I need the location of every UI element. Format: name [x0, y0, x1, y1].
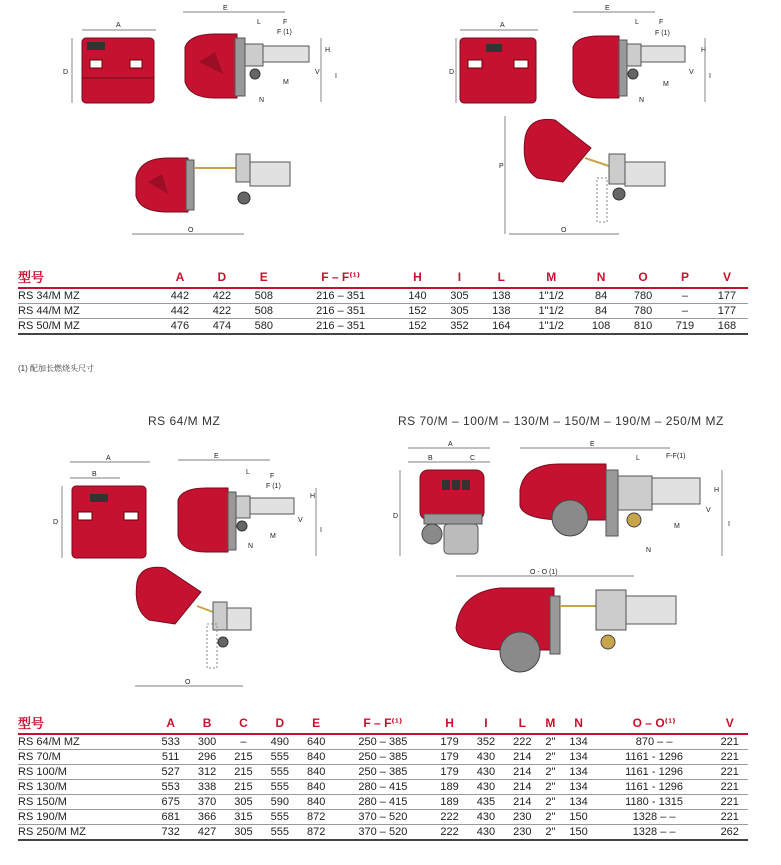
dim-label-m: M [283, 79, 289, 86]
table-row [18, 765, 748, 780]
spec-table-rs64-250 [18, 712, 748, 841]
value-cell: 840 [298, 795, 334, 810]
column-header: A [159, 266, 201, 288]
value-cell: 872 [298, 825, 334, 841]
column-header: L [504, 712, 540, 734]
dim-label-h: H [325, 47, 331, 54]
column-header: O – O⁽¹⁾ [597, 712, 712, 734]
value-cell: 2" [540, 825, 560, 841]
value-cell: 2" [540, 750, 560, 765]
dim-label-h: H [701, 47, 707, 54]
top-left-front-view-drawing [60, 8, 165, 108]
table-row [18, 780, 748, 795]
value-cell: 134 [560, 780, 596, 795]
bottom-right-front-view-drawing [390, 440, 500, 560]
value-cell: 179 [431, 765, 467, 780]
value-cell: 732 [152, 825, 188, 841]
value-cell: 262 [711, 825, 748, 841]
value-cell: 476 [159, 319, 201, 335]
column-header: 型号 [18, 266, 159, 288]
value-cell: 250 – 385 [334, 734, 431, 750]
value-cell: 422 [201, 304, 243, 319]
value-cell: 1180 - 1315 [597, 795, 712, 810]
value-cell: 430 [468, 765, 504, 780]
value-cell: 296 [189, 750, 225, 765]
column-header: H [431, 712, 467, 734]
column-header: E [243, 266, 285, 288]
value-cell: 780 [622, 304, 664, 319]
value-cell: 152 [397, 304, 439, 319]
value-cell: – [664, 288, 706, 304]
value-cell: 442 [159, 304, 201, 319]
value-cell: 280 – 415 [334, 780, 431, 795]
value-cell: 150 [560, 825, 596, 841]
dim-label-d: D [53, 519, 59, 526]
value-cell: 430 [468, 750, 504, 765]
dim-label-o: O [185, 679, 191, 686]
value-cell: 508 [243, 304, 285, 319]
value-cell: 1"1/2 [522, 288, 580, 304]
value-cell: 2" [540, 810, 560, 825]
bottom-right-side-view-drawing [510, 440, 740, 560]
value-cell: 216 – 351 [285, 304, 397, 319]
model-cell: RS 50/M MZ [18, 319, 159, 335]
value-cell: 555 [262, 825, 298, 841]
dim-label-ff1: F-F(1) [666, 453, 686, 460]
top-right-front-view-drawing [448, 8, 553, 108]
value-cell: 152 [397, 319, 439, 335]
value-cell: 222 [431, 825, 467, 841]
dim-label-i: I [728, 521, 730, 528]
value-cell: 179 [431, 734, 467, 750]
dim-label-a: A [116, 22, 121, 29]
model-cell: RS 250/M MZ [18, 825, 152, 841]
table-row [18, 750, 748, 765]
value-cell: 810 [622, 319, 664, 335]
dim-label-p: P [499, 163, 504, 170]
value-cell: 370 [189, 795, 225, 810]
dim-label-m: M [270, 533, 276, 540]
value-cell: 221 [711, 750, 748, 765]
value-cell: 422 [201, 288, 243, 304]
value-cell: 590 [262, 795, 298, 810]
value-cell: 1"1/2 [522, 304, 580, 319]
dim-label-a: A [500, 22, 505, 29]
bottom-right-bottom-view-drawing [450, 566, 690, 686]
value-cell: 840 [298, 765, 334, 780]
spec-table-rs34-50 [18, 266, 748, 335]
dim-label-h: H [714, 487, 720, 494]
column-header: 型号 [18, 712, 152, 734]
dim-label-b: B [92, 471, 97, 478]
value-cell: 370 – 520 [334, 825, 431, 841]
value-cell: 140 [397, 288, 439, 304]
value-cell: 553 [152, 780, 188, 795]
dim-label-f: F [270, 473, 275, 480]
column-header: V [711, 712, 748, 734]
dim-label-d: D [393, 513, 399, 520]
value-cell: 490 [262, 734, 298, 750]
value-cell: 370 – 520 [334, 810, 431, 825]
dim-label-h: H [310, 493, 316, 500]
value-cell: 1161 - 1296 [597, 750, 712, 765]
footnote: (1) 配加长燃烧头尺寸 [18, 364, 94, 373]
value-cell: 222 [431, 810, 467, 825]
value-cell: 430 [468, 825, 504, 841]
value-cell: 305 [225, 795, 261, 810]
value-cell: 580 [243, 319, 285, 335]
value-cell: 250 – 385 [334, 765, 431, 780]
value-cell: 840 [298, 780, 334, 795]
dim-label-v: V [298, 517, 303, 524]
value-cell: 872 [298, 810, 334, 825]
value-cell: 214 [504, 765, 540, 780]
table-row [18, 319, 748, 335]
model-cell: RS 150/M [18, 795, 152, 810]
column-header: A [152, 712, 188, 734]
value-cell: 1328 – – [597, 810, 712, 825]
dim-label-f1: F (1) [655, 30, 670, 37]
column-header: L [480, 266, 522, 288]
value-cell: 430 [468, 780, 504, 795]
column-header: P [664, 266, 706, 288]
value-cell: 214 [504, 780, 540, 795]
dim-label-f1: F (1) [277, 29, 292, 36]
value-cell: 305 [438, 288, 480, 304]
table-row [18, 288, 748, 304]
value-cell: 352 [468, 734, 504, 750]
section-title-right: RS 70/M – 100/M – 130/M – 150/M – 190/M – 250/M MZ [398, 414, 724, 428]
value-cell: 221 [711, 795, 748, 810]
value-cell: 214 [504, 795, 540, 810]
value-cell: 430 [468, 810, 504, 825]
column-header: C [225, 712, 261, 734]
column-header: M [540, 712, 560, 734]
dim-label-i: I [320, 527, 322, 534]
value-cell: 352 [438, 319, 480, 335]
value-cell: 719 [664, 319, 706, 335]
value-cell: 164 [480, 319, 522, 335]
value-cell: 250 – 385 [334, 750, 431, 765]
value-cell: 168 [706, 319, 748, 335]
value-cell: 189 [431, 795, 467, 810]
dim-label-n: N [259, 97, 265, 104]
value-cell: 215 [225, 750, 261, 765]
dim-label-l: L [246, 469, 250, 476]
value-cell: 527 [152, 765, 188, 780]
value-cell: 280 – 415 [334, 795, 431, 810]
bottom-left-bottom-view-drawing [125, 562, 255, 692]
value-cell: 780 [622, 288, 664, 304]
column-header: H [397, 266, 439, 288]
top-left-bottom-view-drawing [128, 148, 318, 242]
value-cell: 2" [540, 734, 560, 750]
value-cell: 2" [540, 780, 560, 795]
column-header: D [201, 266, 243, 288]
value-cell: 305 [225, 825, 261, 841]
value-cell: 300 [189, 734, 225, 750]
value-cell: 84 [580, 288, 622, 304]
dim-label-m: M [674, 523, 680, 530]
column-header: B [189, 712, 225, 734]
value-cell: 150 [560, 810, 596, 825]
value-cell: 442 [159, 288, 201, 304]
dim-label-l: L [636, 455, 640, 462]
dim-label-e: E [223, 5, 228, 12]
dim-label-v: V [315, 69, 320, 76]
model-cell: RS 70/M [18, 750, 152, 765]
model-cell: RS 130/M [18, 780, 152, 795]
value-cell: 1328 – – [597, 825, 712, 841]
value-cell: 305 [438, 304, 480, 319]
table-row [18, 810, 748, 825]
value-cell: 640 [298, 734, 334, 750]
value-cell: 555 [262, 750, 298, 765]
dim-label-o: O [188, 227, 194, 234]
dim-label-a: A [448, 441, 453, 448]
dim-label-f: F [283, 19, 288, 26]
value-cell: 134 [560, 734, 596, 750]
value-cell: 214 [504, 750, 540, 765]
value-cell: 1161 - 1296 [597, 765, 712, 780]
dim-label-b: B [428, 455, 433, 462]
dim-label-e: E [605, 5, 610, 12]
value-cell: 2" [540, 795, 560, 810]
value-cell: 508 [243, 288, 285, 304]
column-header: V [706, 266, 748, 288]
dim-label-v: V [689, 69, 694, 76]
value-cell: 108 [580, 319, 622, 335]
dim-label-l: L [635, 19, 639, 26]
table-row [18, 304, 748, 319]
value-cell: 177 [706, 304, 748, 319]
dim-label-v: V [706, 507, 711, 514]
value-cell: 221 [711, 765, 748, 780]
table-row [18, 734, 748, 750]
dim-label-i: I [335, 73, 337, 80]
value-cell: 179 [431, 750, 467, 765]
value-cell: 230 [504, 825, 540, 841]
value-cell: 222 [504, 734, 540, 750]
table-header-row [18, 712, 748, 734]
value-cell: 675 [152, 795, 188, 810]
column-header: N [580, 266, 622, 288]
value-cell: 555 [262, 810, 298, 825]
value-cell: – [664, 304, 706, 319]
value-cell: – [225, 734, 261, 750]
value-cell: 2" [540, 765, 560, 780]
value-cell: 555 [262, 780, 298, 795]
dim-label-o: O [561, 227, 567, 234]
value-cell: 215 [225, 765, 261, 780]
value-cell: 1161 - 1296 [597, 780, 712, 795]
value-cell: 427 [189, 825, 225, 841]
value-cell: 177 [706, 288, 748, 304]
table-header-row [18, 266, 748, 288]
dim-label-d: D [63, 69, 69, 76]
value-cell: 366 [189, 810, 225, 825]
model-cell: RS 100/M [18, 765, 152, 780]
value-cell: 338 [189, 780, 225, 795]
dim-label-oo1: O - O (1) [530, 569, 558, 576]
column-header: E [298, 712, 334, 734]
column-header: I [468, 712, 504, 734]
dim-label-e: E [214, 453, 219, 460]
model-cell: RS 190/M [18, 810, 152, 825]
value-cell: 134 [560, 765, 596, 780]
value-cell: 840 [298, 750, 334, 765]
value-cell: 216 – 351 [285, 319, 397, 335]
bottom-left-front-view-drawing [50, 452, 155, 562]
top-right-bottom-view-drawing [495, 108, 685, 246]
model-cell: RS 64/M MZ [18, 734, 152, 750]
section-title-left: RS 64/M MZ [148, 414, 221, 428]
column-header: F – F⁽¹⁾ [285, 266, 397, 288]
dim-label-c: C [470, 455, 476, 462]
value-cell: 221 [711, 780, 748, 795]
value-cell: 511 [152, 750, 188, 765]
top-right-side-view-drawing [565, 2, 715, 107]
dim-label-i: I [709, 73, 711, 80]
dim-label-n: N [248, 543, 254, 550]
model-cell: RS 34/M MZ [18, 288, 159, 304]
value-cell: 230 [504, 810, 540, 825]
column-header: D [262, 712, 298, 734]
value-cell: 84 [580, 304, 622, 319]
table-row [18, 795, 748, 810]
value-cell: 555 [262, 765, 298, 780]
column-header: O [622, 266, 664, 288]
value-cell: 138 [480, 304, 522, 319]
model-cell: RS 44/M MZ [18, 304, 159, 319]
dim-label-e: E [590, 441, 595, 448]
value-cell: 134 [560, 750, 596, 765]
dim-label-n: N [639, 97, 645, 104]
value-cell: 216 – 351 [285, 288, 397, 304]
dim-label-f: F [659, 19, 664, 26]
column-header: I [438, 266, 480, 288]
value-cell: 435 [468, 795, 504, 810]
column-header: F – F⁽¹⁾ [334, 712, 431, 734]
dim-label-f1: F (1) [266, 483, 281, 490]
top-left-side-view-drawing [175, 2, 345, 107]
value-cell: 312 [189, 765, 225, 780]
value-cell: 870 – – [597, 734, 712, 750]
value-cell: 215 [225, 780, 261, 795]
dim-label-n: N [646, 547, 652, 554]
value-cell: 189 [431, 780, 467, 795]
value-cell: 315 [225, 810, 261, 825]
bottom-left-side-view-drawing [170, 452, 330, 562]
value-cell: 1"1/2 [522, 319, 580, 335]
value-cell: 533 [152, 734, 188, 750]
value-cell: 134 [560, 795, 596, 810]
column-header: M [522, 266, 580, 288]
dim-label-l: L [257, 19, 261, 26]
dim-label-m: M [663, 81, 669, 88]
dim-label-a: A [106, 455, 111, 462]
column-header: N [560, 712, 596, 734]
value-cell: 221 [711, 810, 748, 825]
dim-label-d: D [449, 69, 455, 76]
value-cell: 138 [480, 288, 522, 304]
value-cell: 221 [711, 734, 748, 750]
value-cell: 681 [152, 810, 188, 825]
value-cell: 474 [201, 319, 243, 335]
table-row [18, 825, 748, 841]
